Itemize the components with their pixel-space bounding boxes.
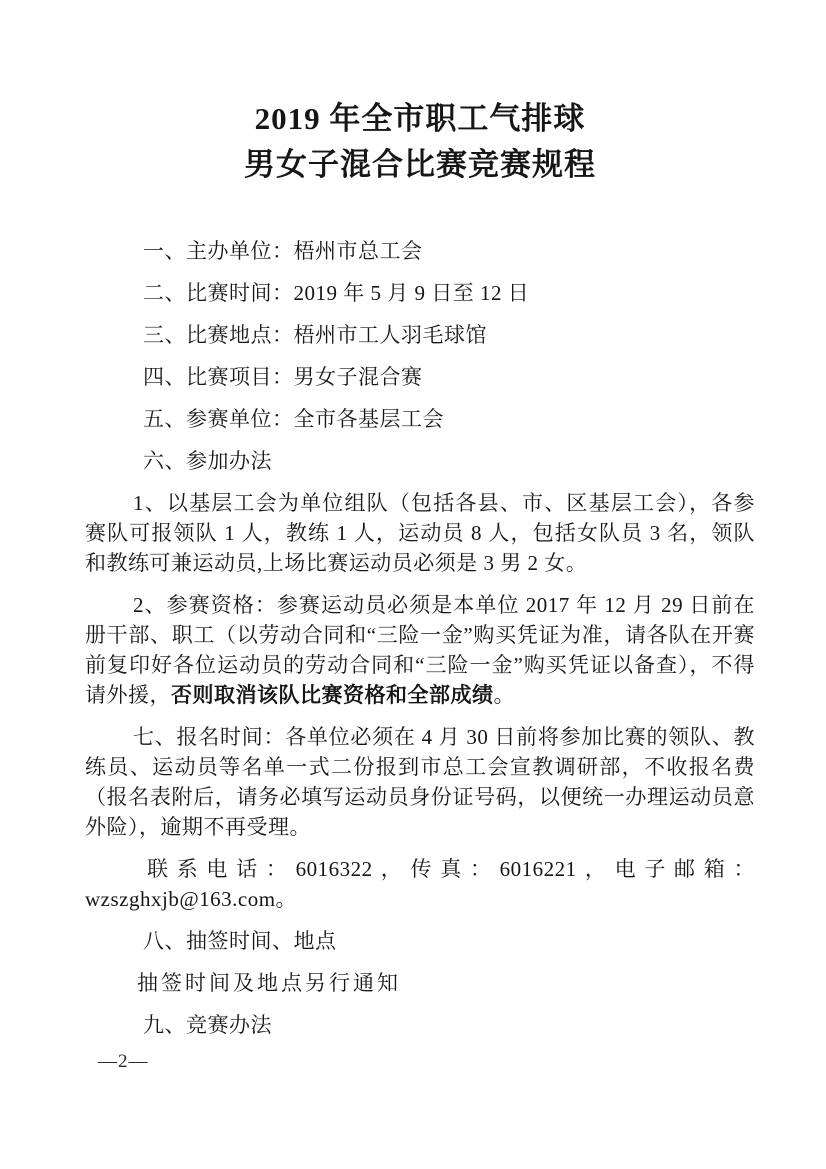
draw-notice-line: 抽签时间及地点另行通知 — [137, 971, 401, 995]
list-item-competition-time: 二、比赛时间：2019 年 5 月 9 日至 12 日 — [143, 281, 530, 305]
title-line-2: 男女子混合比赛竞赛规程 — [244, 147, 596, 182]
eligibility-period: 。 — [493, 683, 515, 707]
eligibility-regular-text: 2、参赛资格：参赛运动员必须是本单位 2017 年 12 月 29 日前在册干部、职工（以劳动合同和“三险一金”购买凭证为准，请各队在开赛前复印好各位运动员的劳动合同和“三险一金”购买凭证以备查），不得请外援， — [85, 593, 755, 707]
list-item-host-unit: 一、主办单位：梧州市总工会 — [143, 239, 423, 263]
paragraph-team-composition: 1、以基层工会为单位组队（包括各县、市、区基层工会），各参赛队可报领队 1 人，教练 1 人，运动员 8 人，包括女队员 3 名，领队和教练可兼运动员,上场比赛运动员必须是 3 男 2 女。 — [85, 491, 755, 575]
list-item-competition-event: 四、比赛项目：男女子混合赛 — [143, 365, 423, 389]
title-line-1: 2019 年全市职工气排球 — [254, 101, 586, 136]
document-body — [85, 236, 755, 1040]
list-item-participation-method-heading: 六、参加办法 — [143, 449, 272, 473]
list-item-draw-heading: 八、抽签时间、地点 — [143, 929, 337, 953]
paragraph-registration-deadline: 七、报名时间：各单位必须在 4 月 30 日前将参加比赛的领队、教练员、运动员等名单一式二份报到市总工会宣教调研部，不收报名费（报名表附后，请务必填写运动员身份证号码，以便统一办理运动员意外险），逾期不再受理。 — [85, 725, 755, 839]
list-item-competition-venue: 三、比赛地点：梧州市工人羽毛球馆 — [143, 323, 487, 347]
list-item-participating-units: 五、参赛单位：全市各基层工会 — [143, 407, 444, 431]
page-number: —2— — [98, 1051, 149, 1072]
list-item-rules-heading: 九、竞赛办法 — [143, 1013, 272, 1037]
paragraph-eligibility — [85, 590, 755, 710]
paragraph-contact-info: 联系电话：6016322，传真：6016221，电子邮箱：wzszghxjb@163.com。 — [85, 857, 755, 911]
eligibility-bold-warning: 否则取消该队比赛资格和全部成绩 — [171, 683, 494, 707]
document-title — [0, 0, 826, 188]
